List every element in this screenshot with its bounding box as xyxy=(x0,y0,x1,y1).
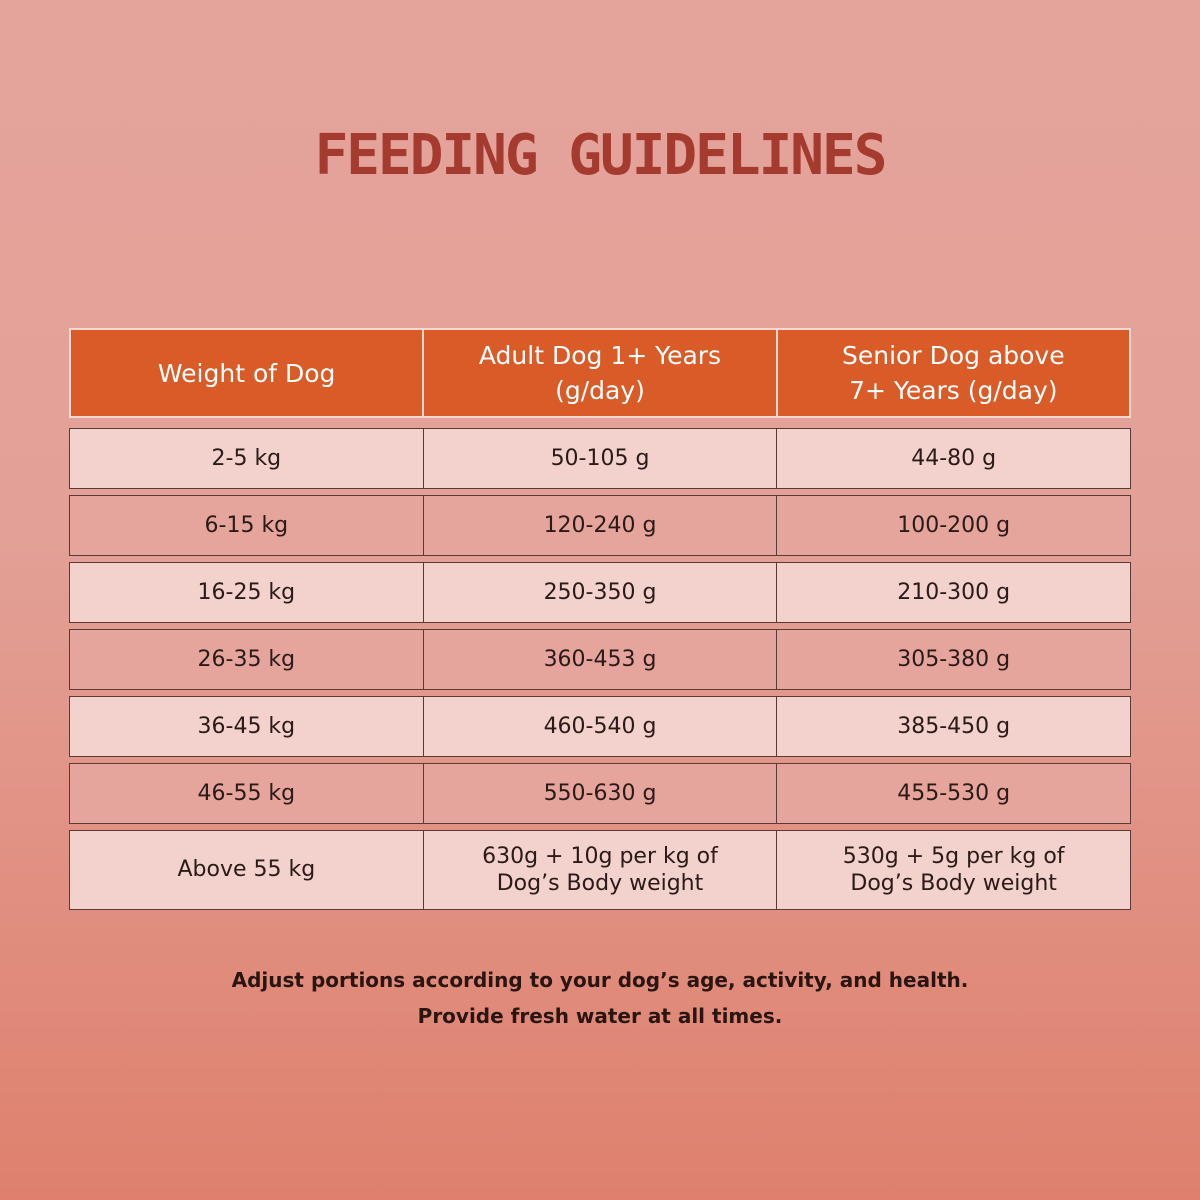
table-body xyxy=(69,428,1131,910)
cell-adult: 120-240 g xyxy=(423,496,777,555)
cell-adult: 50-105 g xyxy=(423,429,777,488)
cell-weight: Above 55 kg xyxy=(177,857,316,883)
cell-weight: 2-5 kg xyxy=(211,445,282,471)
table-row xyxy=(69,495,1131,556)
cell-adult: 630g + 10g per kg of Dog’s Body weight xyxy=(423,831,777,909)
feeding-table xyxy=(69,328,1131,916)
cell-senior: 385-450 g xyxy=(776,697,1130,756)
table-header-row xyxy=(69,328,1131,418)
cell-adult: 360-453 g xyxy=(423,630,777,689)
table-row xyxy=(69,763,1131,824)
cell-weight: 36-45 kg xyxy=(197,713,296,739)
table-row xyxy=(69,629,1131,690)
cell-adult: 550-630 g xyxy=(423,764,777,823)
cell-senior: 530g + 5g per kg of Dog’s Body weight xyxy=(776,831,1130,909)
cell-senior: 305-380 g xyxy=(776,630,1130,689)
cell-senior: 455-530 g xyxy=(776,764,1130,823)
cell-senior: 100-200 g xyxy=(776,496,1130,555)
footer-line-1: Adjust portions according to your dog’s age, activity, and health. xyxy=(231,968,969,992)
cell-adult: 250-350 g xyxy=(423,563,777,622)
header-senior: Senior Dog above 7+ Years (g/day) xyxy=(776,330,1129,416)
cell-weight: 46-55 kg xyxy=(197,780,296,806)
footer-note xyxy=(0,962,1200,1034)
table-row xyxy=(69,696,1131,757)
cell-adult: 460-540 g xyxy=(423,697,777,756)
table-row xyxy=(69,830,1131,910)
cell-weight: 6-15 kg xyxy=(204,512,289,538)
page-title: FEEDING GUIDELINES xyxy=(314,123,886,188)
table-row xyxy=(69,428,1131,489)
cell-weight: 26-35 kg xyxy=(197,646,296,672)
header-adult: Adult Dog 1+ Years (g/day) xyxy=(422,330,775,416)
cell-senior: 210-300 g xyxy=(776,563,1130,622)
cell-weight: 16-25 kg xyxy=(197,579,296,605)
table-row xyxy=(69,562,1131,623)
header-weight: Weight of Dog xyxy=(157,358,336,388)
footer-line-2: Provide fresh water at all times. xyxy=(417,1004,783,1028)
cell-senior: 44-80 g xyxy=(776,429,1130,488)
